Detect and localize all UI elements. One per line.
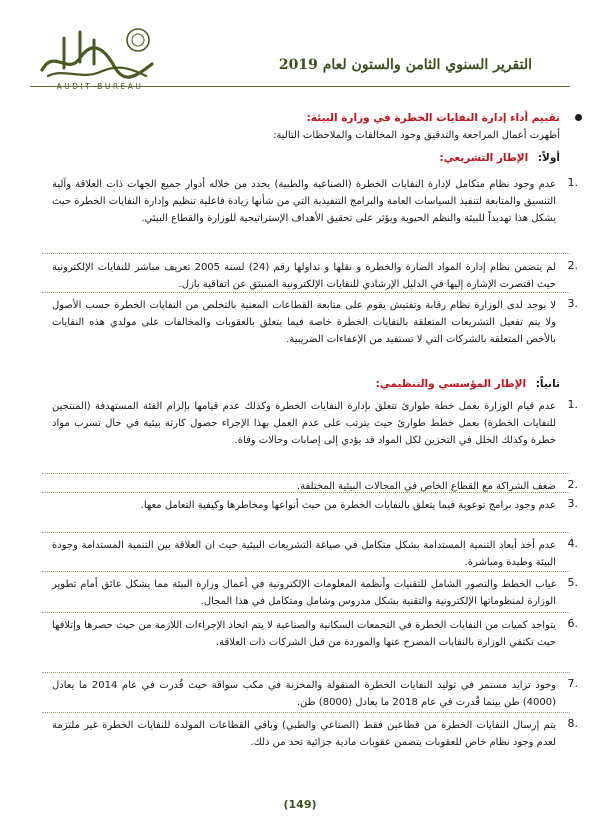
item-number: 1. [567, 176, 578, 189]
item-number: 7. [567, 677, 578, 690]
item-text: غياب الخطط والتصور الشامل للتقنيات وأنظمة المعلومات الإلكترونية في أعمال وزارة البيئة مما يشكل عائق أمام تطوير الوزارة لمنظوماتها الإلكترونية والتقنية بشكل مدروس وشامل ومتكامل في هذا المجال. [52, 579, 556, 607]
item-text: لم يتضمن نظام إدارة المواد الضارة والخطرة و نقلها و تداولها رقم (24) لسنة 2005 تعريف مباشر للنفايات الإلكترونية حيث اقتصرت الإشارة إليها في الدليل الإرشادي للنفايات الإلكترونية المنبثق عن اتفاقية بازل. [52, 262, 556, 290]
item-number: 6. [567, 617, 578, 630]
section-bullet-icon [575, 114, 582, 121]
item-text: عدم قيام الوزارة بعمل خطة طوارئ تتعلق بإدارة النفايات الخطرة وكذلك عدم قيامها بإلزام الفئة المستهدفة (المنتجين للنفايات الخطرة) بعمل خطط طوارئ حيث يترتب على عدم العمل بهذا الإجراء حصول كارثة بيئية في حال تسرب مواد خطرة وكذلك الخلل في التخزين لكل المواد قد يؤدي إلى إصابات وحالات وفاة. [52, 401, 556, 446]
item-divider [42, 532, 570, 533]
item-divider [42, 473, 570, 474]
item-text: وجود تزايد مستمر في توليد النفايات الخطرة المنقولة والمخزنة في مكب سواقة حيث قُدرت في عام 2014 ما يعادل (4000) طن بينما قُدرت في عام 2018 ما يعادل (8000) طن. [52, 680, 556, 708]
part1-title: الإطار التشريعي: [439, 152, 529, 164]
item-text: عدم أخذ أبعاد التنمية المستدامة بشكل متكامل في صياغة التشريعات البيئية حيث ان العلاقة بين التنمية المستدامة وجودة البيئة وطيدة ومباشرة. [52, 540, 556, 568]
item-text: عدم وجود برامج توعوية فيما يتعلق بالنفايات الخطرة من حيث أنواعها ومخاطرها وكيفية التعامل معها. [140, 500, 556, 511]
logo-text-en: AUDIT BUREAU [56, 82, 144, 91]
item-number: 5. [567, 576, 578, 589]
item-number: 3. [567, 497, 578, 510]
item-divider [42, 612, 570, 613]
item-number: 3. [567, 297, 578, 310]
header-divider [30, 86, 570, 87]
section-title: تقييم أداء إدارة النفايات الخطرة في وزارة البيئة: [306, 112, 560, 124]
page-number: (149) [283, 798, 317, 811]
part1-label: أولاً: [537, 152, 560, 164]
item-divider [42, 292, 570, 293]
item-number: 8. [567, 717, 578, 730]
item-text: عدم وجود نظام متكامل لإدارة النفايات الخطرة (الصناعية والطبية) يحدد من خلاله أدوار جميع الجهات ذات العلاقة وآلية التنسيق والمتابعة لتنفيذ السياسات العامة والبرامج التنفيذية التي من شأنها زيادة فاعلية تنظيم وإدارة النفايات الخطرة حيث يشكل هذا تهديداً للبيئة والنظم الحيوية ويؤثر على تحقيق الأهداف الإستراتيجية للوزارة والقطاع البيئي. [52, 179, 556, 224]
item-text: ضعف الشراكة مع القطاع الخاص في المجالات البيئية المختلفة. [296, 481, 556, 492]
item-divider [42, 712, 570, 713]
item-number: 4. [567, 537, 578, 550]
item-text: لا يوجد لدى الوزارة نظام رقابة وتفتيش يقوم على متابعة القطاعات المعنية بالتخلص من النفايات الخطرة حسب الأصول ولا يتم تفعيل التشريعات المتعلقة بالنفايات الخطرة خاصة فيما يتعلق بالعقوبات والمخالفات على مولدي هذه النفايات بالأخص المتعلقة بالشركات التي لا تستفيد من الإعفاءات الضريبية. [52, 300, 556, 345]
item-divider [42, 253, 570, 254]
item-text: يتم إرسال النفايات الخطرة من قطاعين فقط (الصناعي والطبي) وباقي القطاعات المولدة للنفايات الخطرة غير ملتزمة لعدم وجود نظام خاص للعقوبات يتضمن عقوبات مادية جزائية تحد من ذلك. [52, 720, 556, 748]
part2-title: الإطار المؤسسي والتنظيمي: [375, 378, 527, 390]
item-divider [42, 672, 570, 673]
part1-heading [440, 152, 561, 164]
part2-label: ثانياً: [535, 378, 560, 390]
item-number: 1. [567, 398, 578, 411]
report-header-title: التقرير السنوي الثامن والستون لعام 2019 [278, 57, 532, 73]
part2-heading [376, 378, 560, 390]
section-intro: أظهرت أعمال المراجعة والتدقيق وجود المخالفات والملاحظات التالية: [273, 130, 560, 141]
item-divider [42, 571, 570, 572]
item-text: يتواجد كميات من النفايات الخطرة في التجمعات السكانية والصناعية لا يتم اتخاذ الإجراءات اللازمة من حيث حصرها وإتلافها حيث تكتفي الوزارة بالنفايات المصرح عنها والموردة من قبل الشركات ذات العلاقة. [52, 620, 556, 648]
item-divider [42, 492, 570, 493]
item-number: 2. [567, 259, 578, 272]
audit-bureau-logo [34, 18, 166, 100]
item-number: 2. [567, 478, 578, 491]
